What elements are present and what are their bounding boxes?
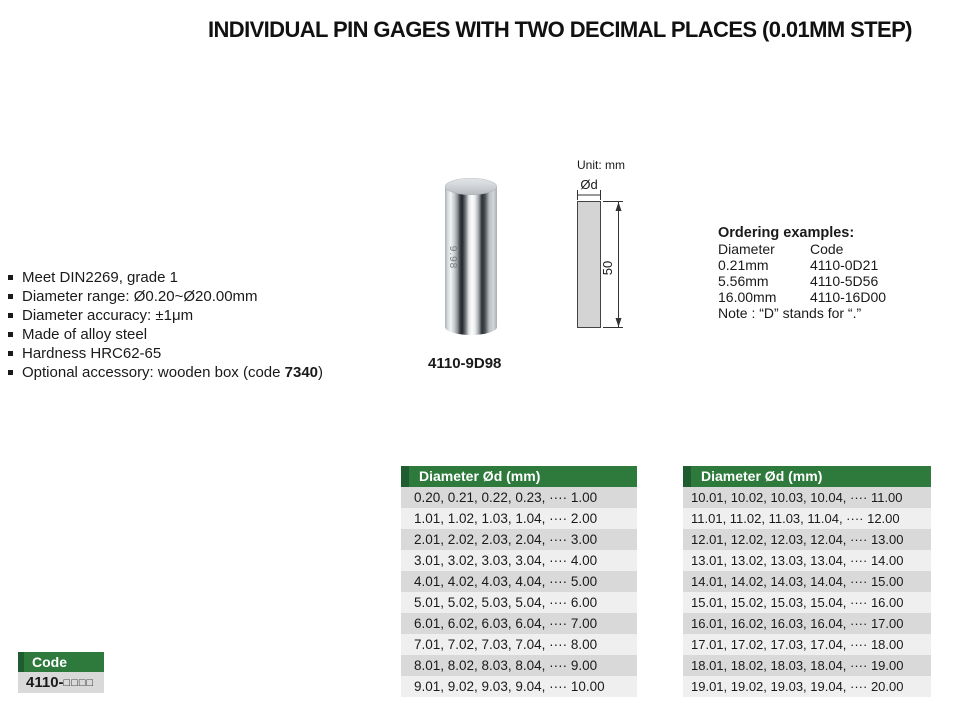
pin-engraving: 9.98	[447, 245, 459, 270]
diameter-range-row: 12.01, 12.02, 12.03, 12.04, ···· 13.00	[683, 529, 931, 550]
ordering-example-row	[718, 289, 948, 305]
bullet-square-icon	[8, 351, 13, 356]
ordering-diameter: 16.00mm	[718, 289, 777, 305]
pin-outline-rect	[578, 202, 601, 328]
diameter-range-row: 8.01, 8.02, 8.03, 8.04, ···· 9.00	[401, 655, 637, 676]
ordering-diameter: 5.56mm	[718, 273, 769, 289]
diameter-range-row: 10.01, 10.02, 10.03, 10.04, ···· 11.00	[683, 487, 931, 508]
diameter-dim-label: Ød	[580, 177, 598, 192]
diameter-range-row: 15.01, 15.02, 15.03, 15.04, ···· 16.00	[683, 592, 931, 613]
ordering-example-row	[718, 257, 948, 273]
ordering-code: 4110-16D00	[810, 289, 887, 305]
diameter-range-row: 7.01, 7.02, 7.03, 7.04, ···· 8.00	[401, 634, 637, 655]
diameter-table-right	[683, 466, 931, 697]
diameter-range-row: 14.01, 14.02, 14.03, 14.04, ···· 15.00	[683, 571, 931, 592]
code-placeholder-boxes: □□□□	[63, 677, 95, 689]
pin-body	[445, 186, 497, 335]
ordering-col-diameter: Diameter	[718, 241, 775, 257]
diameter-range-row: 4.01, 4.02, 4.03, 4.04, ···· 5.00	[401, 571, 637, 592]
ordering-col-code: Code	[810, 241, 844, 257]
diameter-range-row: 16.01, 16.02, 16.03, 16.04, ···· 17.00	[683, 613, 931, 634]
length-dim-label: 50	[600, 260, 615, 276]
feature-text: Made of alloy steel	[22, 326, 148, 343]
diameter-range-row: 2.01, 2.02, 2.03, 2.04, ···· 3.00	[401, 529, 637, 550]
bullet-square-icon	[8, 332, 13, 337]
ordering-code: 4110-5D56	[810, 273, 879, 289]
product-model-label: 4110-9D98	[428, 355, 502, 372]
unit-label: Unit: mm	[577, 158, 625, 172]
feature-item	[8, 325, 323, 344]
ordering-examples	[718, 225, 948, 322]
diameter-table-left	[401, 466, 637, 697]
diameter-range-row: 0.20, 0.21, 0.22, 0.23, ···· 1.00	[401, 487, 637, 508]
feature-item	[8, 344, 323, 363]
feature-text: Hardness HRC62-65	[22, 345, 162, 362]
pin-top-face	[445, 178, 497, 195]
page-title: INDIVIDUAL PIN GAGES WITH TWO DECIMAL PLACES (0.01MM STEP)	[208, 16, 912, 42]
diameter-range-row: 13.01, 13.02, 13.03, 13.04, ···· 14.00	[683, 550, 931, 571]
table-header: Diameter Ød (mm)	[683, 466, 931, 487]
ordering-column-headers	[718, 241, 948, 257]
dimension-drawing	[565, 155, 635, 345]
diameter-range-row: 5.01, 5.02, 5.03, 5.04, ···· 6.00	[401, 592, 637, 613]
feature-item	[8, 306, 323, 325]
diameter-range-row: 6.01, 6.02, 6.03, 6.04, ···· 7.00	[401, 613, 637, 634]
table-header: Diameter Ød (mm)	[401, 466, 637, 487]
diameter-range-row: 11.01, 11.02, 11.03, 11.04, ···· 12.00	[683, 508, 931, 529]
code-box-value	[18, 672, 104, 693]
bullet-square-icon	[8, 275, 13, 280]
table-rows	[683, 487, 931, 697]
bullet-square-icon	[8, 294, 13, 299]
feature-text: Meet DIN2269, grade 1	[22, 269, 178, 286]
feature-text: Optional accessory: wooden box (code 7340)	[22, 364, 324, 381]
ordering-heading: Ordering examples:	[718, 225, 855, 241]
feature-list	[8, 268, 323, 382]
pin-gage-photo	[445, 178, 497, 335]
feature-item	[8, 363, 323, 382]
diameter-range-row: 1.01, 1.02, 1.03, 1.04, ···· 2.00	[401, 508, 637, 529]
code-prefix: 4110-	[26, 674, 64, 691]
feature-item	[8, 268, 323, 287]
bullet-square-icon	[8, 370, 13, 375]
ordering-diameter: 0.21mm	[718, 257, 769, 273]
code-box	[18, 652, 104, 693]
diameter-range-row: 9.01, 9.02, 9.03, 9.04, ···· 10.00	[401, 676, 637, 697]
table-rows	[401, 487, 637, 697]
ordering-note: Note : “D” stands for “.”	[718, 305, 862, 321]
ordering-rows	[718, 257, 948, 305]
feature-item	[8, 287, 323, 306]
ordering-code: 4110-0D21	[810, 257, 879, 273]
ordering-example-row	[718, 273, 948, 289]
code-box-header: Code	[18, 652, 104, 672]
feature-text: Diameter range: Ø0.20~Ø20.00mm	[22, 288, 258, 305]
diameter-range-row: 3.01, 3.02, 3.03, 3.04, ···· 4.00	[401, 550, 637, 571]
bullet-square-icon	[8, 313, 13, 318]
diameter-range-row: 18.01, 18.02, 18.03, 18.04, ···· 19.00	[683, 655, 931, 676]
diameter-range-row: 19.01, 19.02, 19.03, 19.04, ···· 20.00	[683, 676, 931, 697]
diameter-range-row: 17.01, 17.02, 17.03, 17.04, ···· 18.00	[683, 634, 931, 655]
feature-text: Diameter accuracy: ±1μm	[22, 307, 194, 324]
